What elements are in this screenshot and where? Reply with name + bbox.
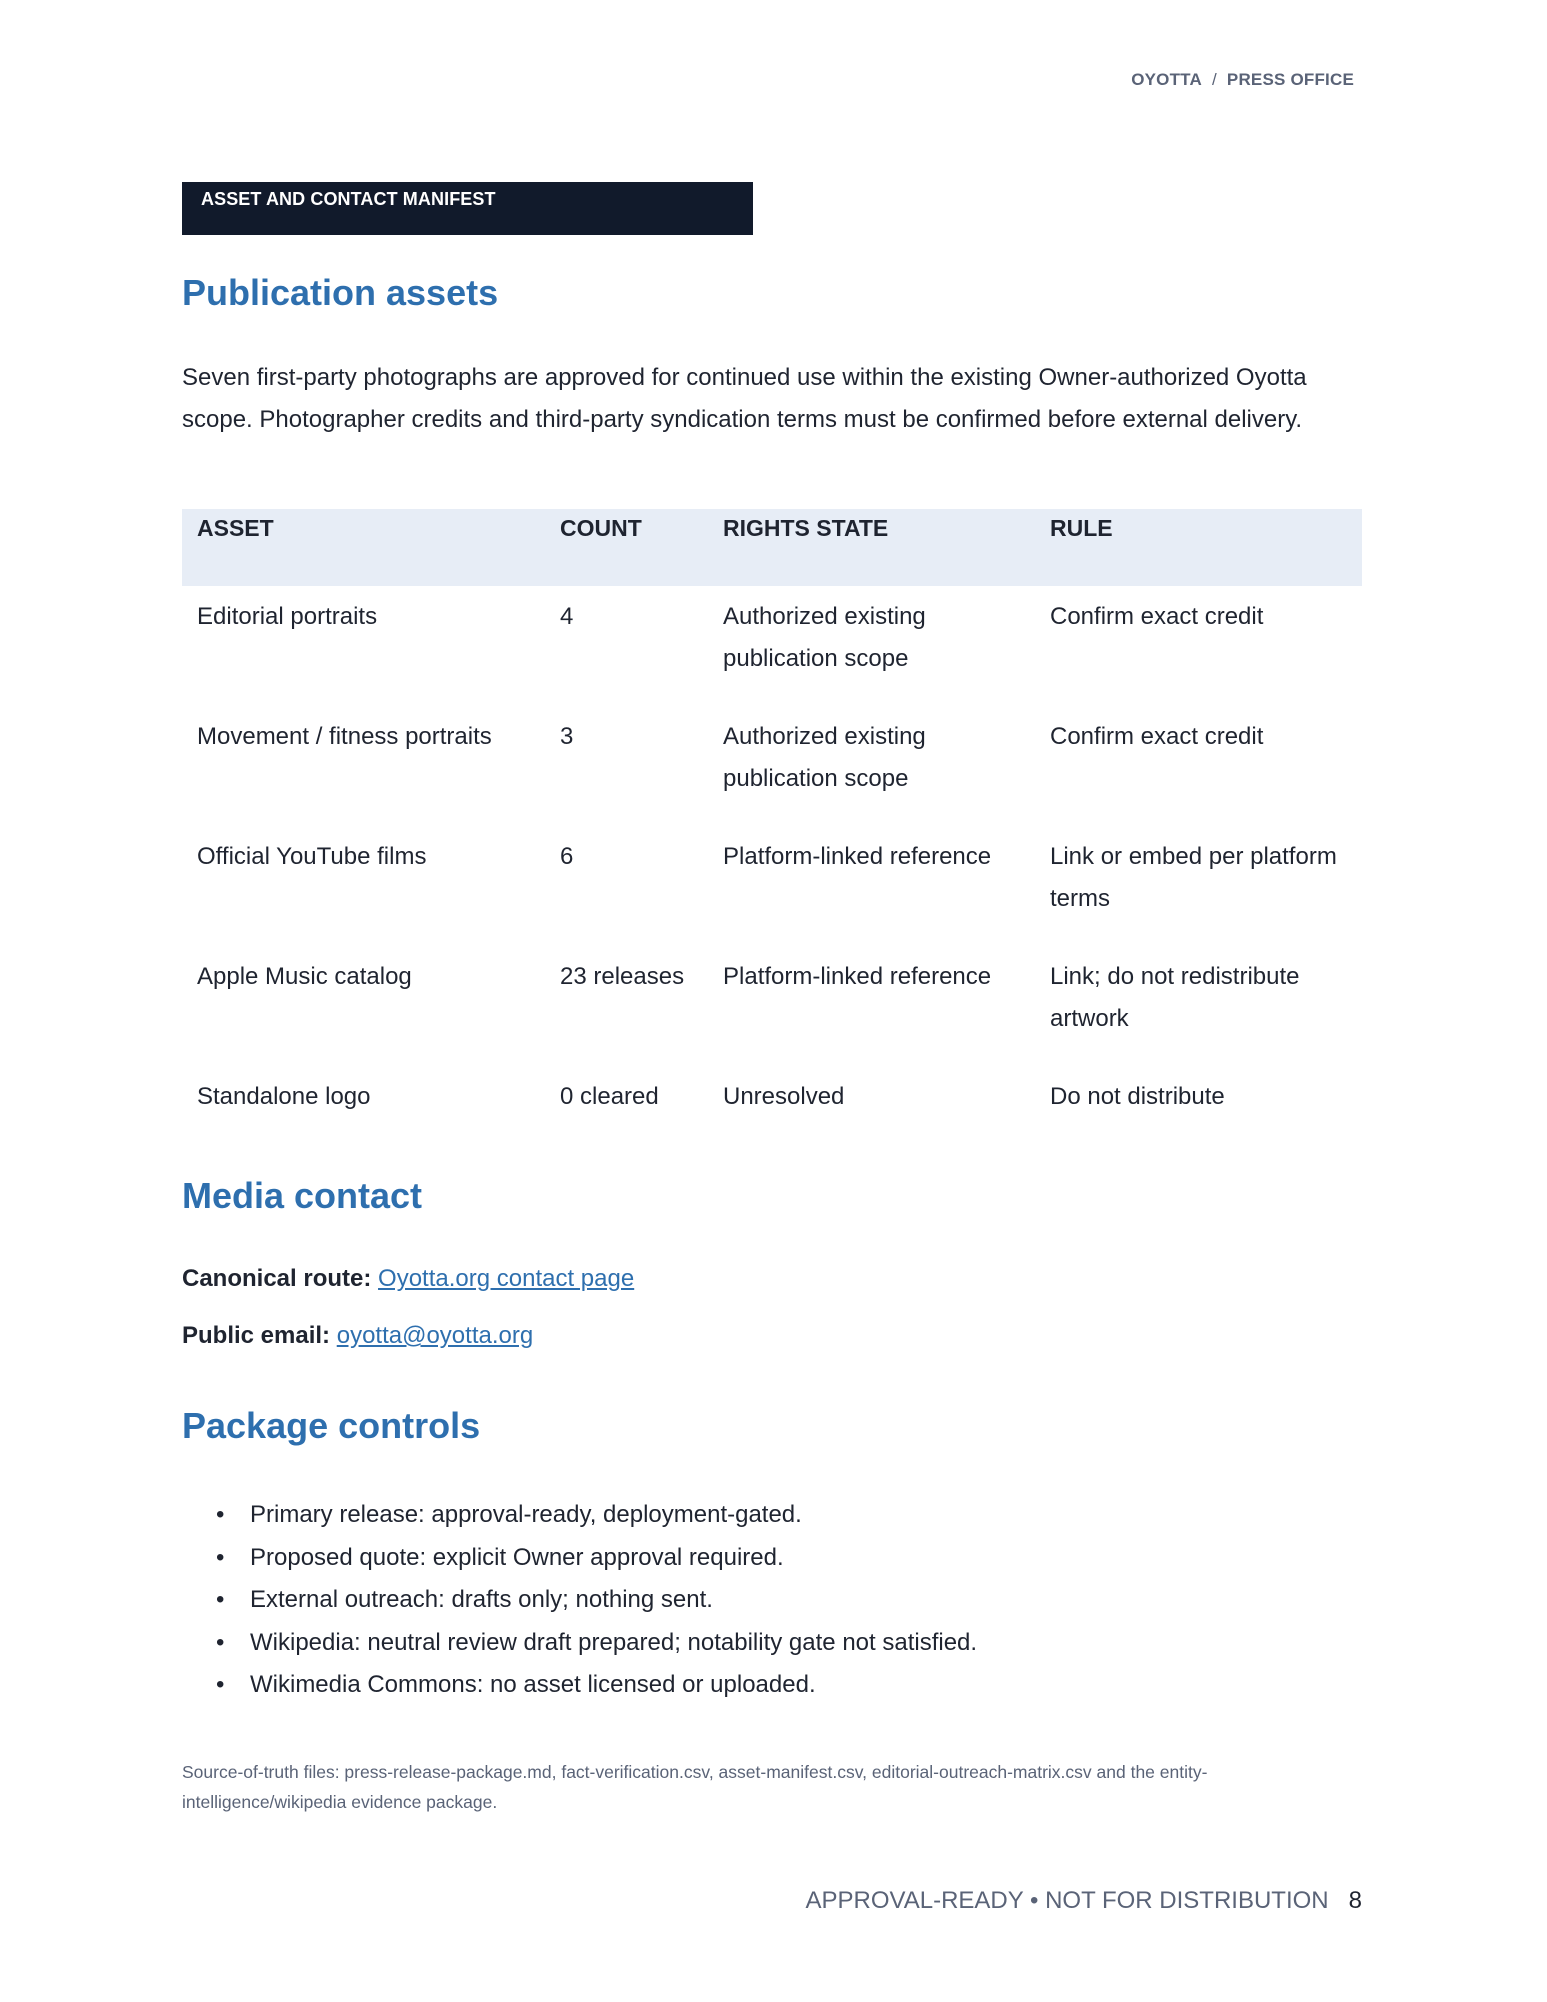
- assets-table: [182, 509, 1362, 1186]
- rights-state-cell: Authorized existing publication scope: [723, 723, 926, 792]
- asset-cell: Standalone logo: [197, 1083, 371, 1110]
- list-item-text: Wikimedia Commons: no asset licensed or uploaded.: [250, 1671, 816, 1698]
- table-row: [182, 586, 1362, 706]
- bullet-icon: •: [216, 1501, 225, 1528]
- package-controls-heading: Package controls: [182, 1405, 481, 1446]
- rule-cell: Do not distribute: [1050, 1083, 1225, 1110]
- source-footnote: Source-of-truth files: press-release-package.md, fact-verification.csv, asset-manifest.csv, editorial-outreach-matrix.csv and the entity-intelligence/wikipedia evidence package.: [182, 1762, 1208, 1812]
- asset-cell: Movement / fitness portraits: [197, 723, 492, 750]
- table-row: [182, 826, 1362, 946]
- table-header-row: [182, 509, 1362, 586]
- bullet-icon: •: [216, 1543, 225, 1571]
- table-row: [182, 946, 1362, 1066]
- list-item-text: Wikipedia: neutral review draft prepared; notability gate not satisfied.: [250, 1628, 978, 1656]
- list-item: [182, 1494, 977, 1537]
- list-item-text: Proposed quote: explicit Owner approval required.: [250, 1543, 784, 1571]
- rights-state-cell: Authorized existing publication scope: [723, 603, 926, 672]
- count-cell: 6: [560, 843, 574, 870]
- rule-cell: Confirm exact credit: [1050, 603, 1264, 630]
- canonical-route-line: [182, 1265, 634, 1293]
- asset-cell: Apple Music catalog: [197, 963, 412, 990]
- media-contact-heading: Media contact: [182, 1175, 423, 1216]
- rights-state-cell: Platform-linked reference: [723, 963, 992, 990]
- list-item: [182, 1664, 977, 1707]
- page-number: 8: [1348, 1887, 1362, 1914]
- list-item: [182, 1622, 977, 1665]
- column-header-count: COUNT: [545, 509, 708, 586]
- bullet-icon: •: [216, 1628, 225, 1656]
- running-header: [1131, 70, 1354, 90]
- asset-cell: Editorial portraits: [197, 603, 378, 630]
- header-office: PRESS OFFICE: [1226, 70, 1354, 89]
- list-item: [182, 1537, 977, 1580]
- contact-page-link[interactable]: Oyotta.org contact page: [378, 1265, 635, 1292]
- canonical-route-label: Canonical route:: [182, 1265, 372, 1292]
- rights-state-cell: Unresolved: [723, 1083, 845, 1110]
- package-controls-list: [182, 1494, 977, 1707]
- header-separator: /: [1211, 70, 1217, 89]
- public-email-link[interactable]: oyotta@oyotta.org: [336, 1322, 534, 1349]
- publication-assets-heading: Publication assets: [182, 272, 499, 313]
- column-header-asset: ASSET: [182, 509, 545, 586]
- table-row: [182, 706, 1362, 826]
- manifest-banner: ASSET AND CONTACT MANIFEST: [182, 182, 753, 235]
- count-cell: 23 releases: [560, 963, 685, 990]
- asset-cell: Official YouTube films: [197, 843, 427, 870]
- count-cell: 4: [560, 603, 574, 630]
- rule-cell: Confirm exact credit: [1050, 723, 1264, 750]
- list-item: [182, 1579, 977, 1622]
- column-header-rights-state: RIGHTS STATE: [708, 509, 1035, 586]
- column-header-rule: RULE: [1035, 509, 1362, 586]
- rule-cell: Link; do not redistribute artwork: [1050, 963, 1300, 1032]
- bullet-icon: •: [216, 1586, 225, 1613]
- count-cell: 0 cleared: [560, 1083, 659, 1110]
- public-email-label: Public email:: [182, 1322, 331, 1349]
- page-footer: [805, 1887, 1362, 1915]
- count-cell: 3: [560, 723, 574, 750]
- publication-assets-intro: Seven first-party photographs are approved for continued use within the existing Owner-authorized Oyotta scope. Photographer credits and third-party syndication terms must be confirmed before external delivery.: [182, 364, 1307, 433]
- rights-state-cell: Platform-linked reference: [723, 843, 992, 870]
- list-item-text: External outreach: drafts only; nothing sent.: [250, 1586, 713, 1613]
- rule-cell: Link or embed per platform terms: [1050, 843, 1337, 912]
- footer-status: APPROVAL-READY • NOT FOR DISTRIBUTION: [805, 1887, 1329, 1914]
- table-row: [182, 1066, 1362, 1186]
- public-email-line: [182, 1322, 533, 1350]
- header-org: OYOTTA: [1131, 70, 1202, 89]
- bullet-icon: •: [216, 1671, 225, 1698]
- list-item-text: Primary release: approval-ready, deployment-gated.: [250, 1501, 802, 1528]
